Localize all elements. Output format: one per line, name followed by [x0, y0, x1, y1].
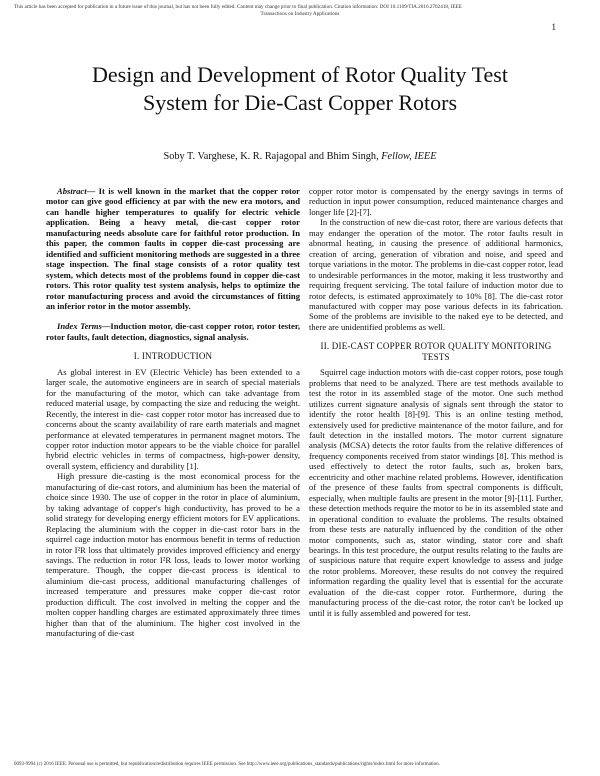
page-number: 1: [551, 22, 556, 32]
left-column: [46, 186, 300, 639]
intro-paragraph-1: As global interest in EV (Electric Vehicle) has been extended to a larger scale, the automotive engineers are in search of special materials for the manufacturing of the motor, which can take advantage from reduced material usage, by compacting the size and reducing the weight. Recently, the interest in die- cast copper rotor motor has increased due to concerns about the scanty availability of rare earth materials and magnet performance at elevated temperatures in permanent magnet motors. The copper rotor induction motor appears to be the viable choice for parallel hybrid electric vehicles in terms of compactness, high-power density, overall system, efficiency and durability [1].: [46, 366, 300, 471]
section2-paragraph-1: Squirrel cage induction motors with die-cast copper rotors, pose tough problems that need to be analyzed. There are test methods available to test the rotor in its assembled stage of the motor. One such method utilizes current signature analysis of signals sent through the stator to identify the rotor health [8]-[9]. This is an online testing method, extensively used for predictive maintenance of the motor failure, and for fault detection in the installed motors. The motor current signature analysis (MCSA) detects the rotor faults from the relative differences of frequency components received from stator windings [8]. This method is used effectively to detect the rotor faults, such as, broken bars, eccentricity and other machine related problems. However, identification of the presence of these faults from spectral components is difficult, especially, when multiple faults are present in the motor [9]-[11]. Further, these detection methods require the motor to be in its assembled state and in operational condition to evaluate the problems. The results obtained from these tests are naturally influenced by the condition of the other motor components, such as, stator winding, stator core and shaft bearings. In this test procedure, the output results relating to the faults are of suspicious nature that require expert knowledge to assess and judge the rotor problems. Moreover, these results do not convey the required information regarding the quality level that is essential for the accurate evaluation of the die-cast copper rotor. Furthermore, during the manufacturing process of the die-cast rotor, the rotor can't be locked up until it is fully assembled and powered for test.: [309, 367, 563, 618]
title-line-2: System for Die-Cast Copper Rotors: [142, 90, 458, 115]
abstract: [46, 186, 300, 311]
section-heading-monitoring-tests: II. DIE-CAST COPPER ROTOR QUALITY MONITORING TESTS: [320, 341, 552, 362]
right-column: [309, 186, 563, 618]
publication-notice-line2: Transactions on Industry Applications: [260, 11, 340, 17]
index-terms-label: Index Terms: [57, 321, 102, 332]
copyright-footer: 0093-9994 (c) 2016 IEEE. Personal use is permitted, but republication/redistribution requires IEEE permission. See http://www.ieee.org/publications_standards/publications/rights/index.html for more information.: [14, 762, 440, 767]
publication-notice: [14, 4, 586, 18]
paper-title: [20, 61, 580, 117]
author-fellow-title: Fellow, IEEE: [381, 151, 437, 162]
author-names: Soby T. Varghese, K. R. Rajagopal and Bhim Singh,: [163, 151, 382, 162]
section-heading-introduction: I. INTRODUCTION: [133, 351, 213, 362]
abstract-label: Abstract: [57, 186, 87, 196]
index-terms: [46, 321, 300, 342]
abstract-text: It is well known in the market that the copper rotor motor can give good efficiency at par with the new era motors, and can handle higher temperatures to qualify for electric vehicle application. Being a heavy metal, die-cast copper rotor manufacturing needs absolute care for faithful rotor production. In this paper, the common faults in copper die-cast processing are identified and sufficient monitoring methods are suggested in a three stage inspection. The final stage consists of a rotor quality test system, which detects most of the problems found in copper die-cast rotors. This rotor quality test system analysis, helps to optimize the rotor manufacturing process and avoid the circumstances of fitting an inferior rotor in the motor assembly.: [46, 186, 300, 311]
title-line-1: Design and Development of Rotor Quality Test: [92, 62, 508, 87]
author-list: [20, 151, 580, 162]
right-paragraph-1: copper rotor motor is compensated by the energy savings in terms of reduction in input power consumption, reduced maintenance charges and longer life [2]-[7].: [309, 186, 563, 217]
index-terms-text: —Induction motor, die-cast copper rotor, rotor tester, rotor faults, fault detection, diagnostics, signal analysis.: [46, 321, 300, 342]
abstract-dash: —: [86, 186, 99, 196]
publication-notice-line1: This article has been accepted for publication in a future issue of this journal, but has not been fully edited. Content may change prior to final publication. Citation information: DOI 10.1109/TIA.2016.2702418, IEEE: [14, 4, 462, 10]
right-paragraph-2: In the construction of new die-cast rotor, there are various defects that may endanger the operation of the motor. The rotor faults result in abnormal heating, in causing the presence of additional harmonics, creation of arcing, generation of vibration and noise, and speed and torque variations in the motor. The problems in die-cast copper rotor, lead to undesirable performances in the motor, making it less trustworthy and requiring frequent servicing. The total failure of induction motor due to rotor defects, is estimated approximately to 10% [8]. The die-cast rotor manufactured with copper may pose various defects in its fabrication. Some of the problems are invisible to the naked eye to be detected, and there are unidentified problems as well.: [309, 217, 563, 332]
intro-paragraph-2: High pressure die-casting is the most economical process for the manufacturing of die-cast rotors, and aluminium has been the material of choice since 1930. The use of copper in the rotor in place of aluminium, by taking advantage of copper's high conductivity, has proved to be a solid strategy for developing energy efficient motors for EV applications. Replacing the aluminium with the copper in die-cast rotor bars in the squirrel cage induction motor has enormous benefit in terms of reduction in rotor I²R loss that ultimately provides improved efficiency and energy savings. The reduction in rotor I²R loss, leads to lower motor working temperature. Though, the copper die-cast process is identical to aluminium die-cast process, additional manufacturing challenges of increased temperature and pressures make copper die-cast rotor production difficult. The cost involved in melting the copper and the molten copper handling charges are estimated approximately three times higher than that of the aluminium. The higher cost involved in the manufacturing of die-cast: [46, 471, 300, 639]
